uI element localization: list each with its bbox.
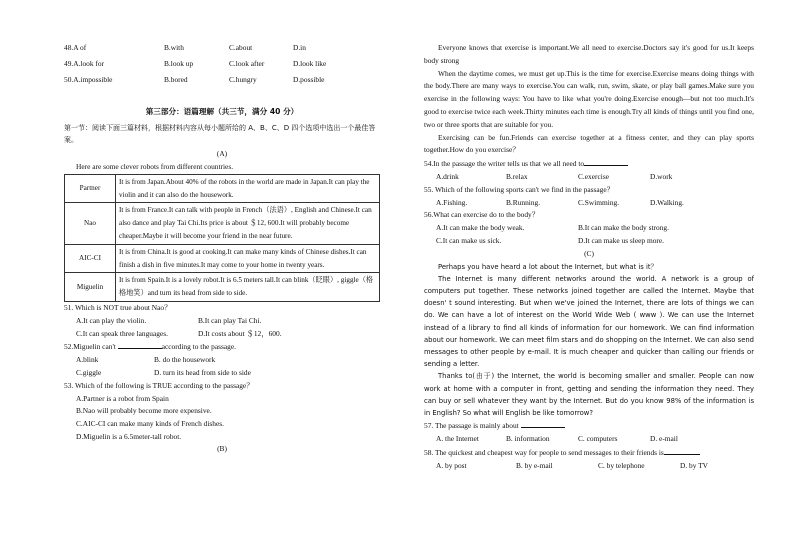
option-a: A.It can make the body weak.: [436, 223, 525, 233]
robot-name: Miguelin: [65, 273, 116, 302]
question-55: [424, 184, 754, 210]
question-stem: 53. Which of the following is TRUE according to the passage？: [64, 380, 254, 390]
question-57: [424, 419, 754, 446]
option-b: B.with: [164, 43, 184, 52]
question-49: [64, 58, 380, 71]
option-c: C.It can speak three languages.: [76, 328, 168, 338]
passage-b-label: (B): [217, 443, 227, 453]
robot-description: It is from China.It is good at cooking.It can make many kinds of Chinese dishes.It can finish a dish in five minutes.It may come to your home in twenty years.: [116, 244, 380, 273]
passage-c-paragraph: Perhaps you have heard a lot about the Internet, but what is it？: [438, 262, 658, 271]
question-54: [424, 157, 754, 184]
option-d: D. turn its head from side to side: [154, 367, 251, 377]
option-d: D.possible: [293, 74, 325, 84]
option-d: D.It can make us sleep more.: [578, 235, 664, 245]
option-c: C.exercise: [578, 171, 609, 181]
option-a: A. the Internet: [436, 433, 479, 443]
passage-c-paragraph: The Internet is many different networks around the world. A network is a group of computers put together. These networks joined together are called the Internet. Maybe that doesn' t sound interesting. But when we've joined the Internet, there are lots of things we can do. We can have a lot of interest on the World Wide Web ( www ). We can use the Internet instead of a library to find all kinds of information for our homework. We can find information about our homework. We can meet film stars and do shopping on the Internet. We can also send messages to other people by e-mail. It is much cheaper and quicker than calling our friends or sending a letter.: [424, 274, 754, 369]
option-a: A.It can play the violin.: [76, 315, 147, 325]
option-c: C.about: [229, 43, 253, 52]
option-a: A.drink: [436, 171, 459, 181]
option-c: C.look after: [229, 58, 265, 68]
passage-a-intro: Here are some clever robots from different countries.: [76, 161, 234, 171]
option-d: D. by TV: [680, 460, 708, 470]
option-d: D.in: [293, 43, 306, 52]
question-56: [424, 209, 754, 247]
option-a: 48.A of: [64, 43, 87, 52]
passage-b-paragraph: Exercising can be fun.Friends can exercise together at a fitness center, and they can play sports together.How do you exercise？: [424, 132, 754, 155]
question-stem: 55. Which of the following sports can't we find in the passage？: [424, 184, 615, 194]
option-d: D. e-mail: [650, 433, 678, 443]
option-b: B.Nao will probably become more expensive.: [76, 406, 212, 416]
option-b: B.It can play Tai Chi.: [198, 315, 262, 325]
option-d: D.Walking.: [650, 197, 684, 207]
question-stem: 56.What can exercise do to the body？: [424, 210, 540, 220]
section-title: 第三部分：语篇理解（共三节，满分 40 分）: [145, 107, 299, 117]
robot-name: AIC-CI: [65, 244, 116, 273]
answer-blank: [584, 157, 628, 166]
question-52: [64, 340, 380, 379]
question-stem: 52.Miguelin can't according to the passage.: [64, 342, 236, 352]
passage-c-label: (C): [584, 248, 594, 258]
robots-table: [64, 174, 380, 302]
option-c: C.hungry: [229, 74, 257, 84]
option-c: C.AIC-CI can make many kinds of French dishes.: [76, 419, 224, 429]
option-a: 49.A.look for: [64, 58, 105, 68]
option-c: C.It can make us sick.: [436, 235, 502, 245]
option-b: B.It can make the body strong.: [578, 223, 669, 233]
question-stem: 58. The quickest and cheapest way for people to send messages to their friends is: [424, 446, 754, 460]
robot-name: Nao: [65, 203, 116, 244]
option-b: B. by e-mail: [516, 460, 553, 470]
table-row: [65, 273, 380, 302]
left-column: [64, 42, 380, 456]
option-b: B.bored: [164, 74, 188, 84]
table-row: [65, 174, 380, 203]
option-b: B.relax: [506, 171, 528, 181]
question-stem: 51. Which is NOT true about Nao？: [64, 302, 172, 312]
option-a: A.Partner is a robot from Spain: [76, 393, 169, 403]
question-48: [64, 42, 380, 55]
option-b: B. information: [506, 433, 550, 443]
answer-blank: [664, 446, 700, 455]
table-row: [65, 203, 380, 244]
robot-description: It is from Spain.It is a lovely robot.It is 6.5 meters tall.It can blink（眨眼）, giggle（格格地笑）and turn its head from side to side.: [116, 273, 380, 302]
question-stem: 57. The passage is mainly about: [424, 419, 754, 433]
option-c: C.Swimming.: [578, 197, 620, 207]
option-a: 50.A.impossible: [64, 74, 113, 84]
option-c: C. by telephone: [598, 460, 645, 470]
robot-name: Partner: [65, 174, 116, 203]
passage-c-paragraph: Thanks to(由于) the Internet, the world is becoming smaller and smaller. People can now work at home with a computer in front, getting and sending the information they need. They can buy or sell whatever they want by the Internet. But do you know 98% of the information is in English? So what will English be like tomorrow?: [424, 372, 754, 417]
section-instruction: 第一节：阅读下面三篇材料，根据材料内容从每小题所给的 A、B、C、D 四个选项中选出一个最佳答案。: [64, 124, 376, 144]
option-d: D.work: [650, 171, 673, 181]
option-c: C. computers: [578, 433, 618, 443]
option-b: B.Running.: [506, 197, 541, 207]
robot-description: It is from Japan.About 40% of the robots in the world are made in Japan.It can play the violin and it can also do the housework.: [116, 174, 380, 203]
option-d: D.It costs about ＄12，600.: [198, 328, 282, 338]
table-row: [65, 244, 380, 273]
passage-a-label: (A): [216, 149, 228, 159]
option-d: D.look like: [293, 58, 327, 68]
question-50: [64, 74, 380, 87]
passage-b-paragraph: When the daytime comes, we must get up.This is the time for exercise.Exercise means doing things with the body.There are many ways to exercise.You can walk, run, swim, skate, or play ball games.Make sure you exercise in the following ways: You have to like what you're doing.Exercise enough—but not too much.It's good to exercise twice each week.Thirty minutes each time is enough.Try all kinds of things until you find one, two or three sports that are suitable for you.: [424, 68, 754, 129]
question-51: [64, 302, 380, 340]
robot-description: It is from France.It can talk with people in French（法语）, English and Chinese.It can also dance and play Tai Chi.Its price is about ＄12, 600.It will probably become cheaper.Maybe it will become your friend in the near future.: [116, 203, 380, 244]
option-d: D.Miguelin is a 6.5meter-tall robot.: [76, 431, 182, 441]
option-a: A.Fishing.: [436, 197, 468, 207]
option-a: A.blink: [76, 355, 99, 365]
answer-blank: [521, 419, 565, 428]
question-53: [64, 380, 380, 444]
option-c: C.giggle: [76, 367, 102, 377]
question-stem: 54.In the passage the writer tells us that we all need to: [424, 157, 754, 171]
option-b: B. do the housework: [154, 355, 216, 365]
option-a: A. by post: [436, 460, 467, 470]
passage-b-paragraph: Everyone knows that exercise is important.We all need to exercise.Doctors say it's good for us.It keeps body strong: [424, 43, 754, 65]
question-58: [424, 446, 754, 473]
right-column: [424, 42, 754, 472]
answer-blank: [118, 340, 162, 349]
option-b: B.look up: [164, 58, 194, 68]
